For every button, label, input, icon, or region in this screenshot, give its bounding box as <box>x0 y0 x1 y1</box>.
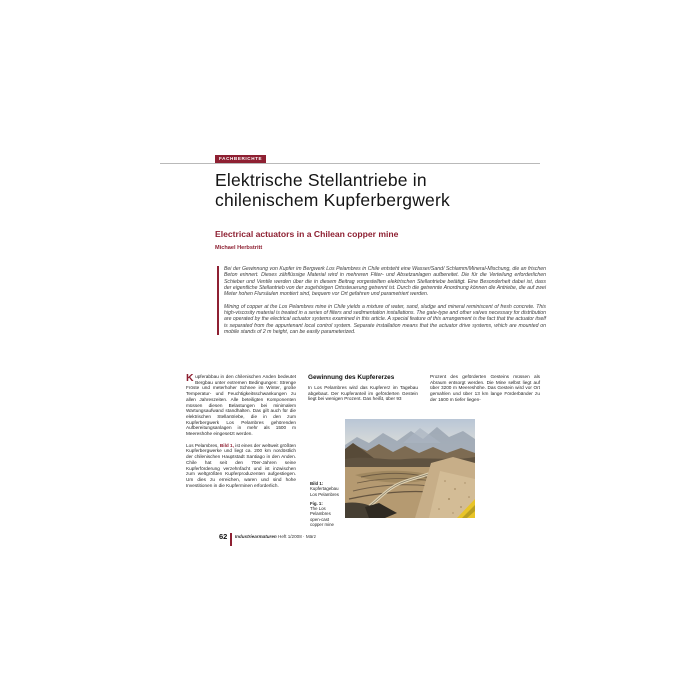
figure-caption-de-text: Kupfertagebau Los Pelambres <box>310 486 339 497</box>
paragraph-mine-rest: ist eines der weltweit größten Kupferbergwerke und liegt ca. 200 km nordöstlich der chilenischen Hauptstadt Santiago in den Anden. Chile hat seit den 70er-Jahren seine Kupferförderung verzehnfacht und ist inzwischen zum weltgrößten Kupferproduzenten aufgestiegen. Um dies zu erreichen, waren und sind hohe Investitionen in die Kupferminen erforderlich. <box>186 442 296 488</box>
category-badge-label: FACHBERICHTE <box>219 156 263 161</box>
article-title <box>215 171 535 210</box>
figure-caption-en-label: Fig. 1: <box>310 500 323 506</box>
article-title-line1: Elektrische Stellantriebe in <box>215 170 427 190</box>
journal-issue: Heft 1/2008 · März <box>278 534 317 539</box>
header-rule <box>160 163 540 164</box>
section-heading-gewinnung: Gewinnung des Kupfererzes <box>308 374 395 381</box>
abstract-english: Mining of copper at the Los Pelambres mine in Chile yields a mixture of water, sand, sludge and mineral reminiscent of fresh concrete. This high-viscosity material is treated in a series of filters and sedimentation installations. The gate-type and other valves necessary for distribution are operated by the electrical actuator systems examined in this article. A special feature of this arrangement is the fact that the actuator itself is separated from the appurtenant local control system. Separate installation means that the actuator drive systems, which are mounted on mobile stands of 2 m height, can be easily parameterized. <box>224 303 546 336</box>
abstract-german: Bei der Gewinnung von Kupfer im Bergwerk Los Pelambres in Chile entsteht eine Wasser/Sand/ Schlamm/Mineral-Mischung, die an frischen Beton erinnert. Dieses zähflüssige Material wird in mehreren Filter- und Absetzanlagen aufbereitet. Die für die Verteilung erforderlichen Schieber und Ventile werden über die in diesem Beitrag vorgestellten elektrischen Stellantriebe betätigt. Eine Besonderheit dabei ist, dass der eigentliche Stellantrieb von der zugehörigen Ortssteuerung getrennt ist. Durch die getrennte Anordnung können die Antriebe, die auf zwei Meter hohen Flursäulen montiert sind, bequem vor Ort gefahren und parametriert werden. <box>224 266 546 298</box>
mine-photo <box>345 419 475 518</box>
body-column-1 <box>186 374 296 494</box>
paragraph-intro-text: upferabbau in den chilenischen Anden bedeutet Bergbau unter extremen Bedingungen: Strenge Fröste und meterhoher Schnee im Winter, große Temperatur- und Feuchtigkeitsschwankungen zu allen Jahreszeiten. Alle beteiligten Komponenten müssen diesen Belastungen bei minimalem Wartungsaufwand standhalten. Das gilt auch für die elektrischen Stellantriebe, die in den zum Kupferbergwerk Los Pelambres gehörenden Aufbereitungsanlagen in mehr als 1500 m Meereshöhe eingesetzt werden. <box>186 374 296 437</box>
paragraph-mine <box>186 443 296 489</box>
footer-divider <box>230 533 232 546</box>
author-name: Michael Herbstritt <box>215 245 263 251</box>
paragraph-gewinnung-continued: Prozent des geförderten Gesteins müssen als Abraum entsorgt werden. Die Mine selbst liegt auf über 3200 m Meereshöhe. Das Gestein wird vor Ort gemahlen und über 13 km lange Förderbänder zu der 1600 m tiefer liegen- <box>430 374 540 402</box>
page-number: 62 <box>219 532 228 541</box>
journal-name: Industriearmaturen <box>234 534 277 539</box>
paragraph-mine-prefix: Los Pelambres, <box>186 442 220 448</box>
article-title-line2: chilenischem Kupferbergwerk <box>215 189 450 210</box>
page-footer <box>219 533 316 546</box>
paragraph-intro <box>186 374 296 437</box>
paragraph-gewinnung: In Los Pelambres wird das Kupfererz im Tagebau abgebaut. Der Kupferanteil im geförderten Gestein liegt bei wenigen Prozent. Das heißt, über 93 <box>308 385 418 402</box>
drop-cap: K <box>186 372 194 384</box>
category-badge <box>215 155 266 163</box>
figure-caption-de-label: Bild 1: <box>310 481 324 486</box>
figure-reference: Bild 1, <box>219 442 234 448</box>
article-subtitle: Electrical actuators in a Chilean copper mine <box>215 229 399 239</box>
abstract-block <box>217 266 546 335</box>
footer-journal-info <box>235 533 316 541</box>
figure-caption-en-text: The Los Pelambres open-cast copper mine <box>310 506 334 528</box>
mine-photo-illustration <box>345 419 475 518</box>
figure-caption <box>310 481 343 527</box>
